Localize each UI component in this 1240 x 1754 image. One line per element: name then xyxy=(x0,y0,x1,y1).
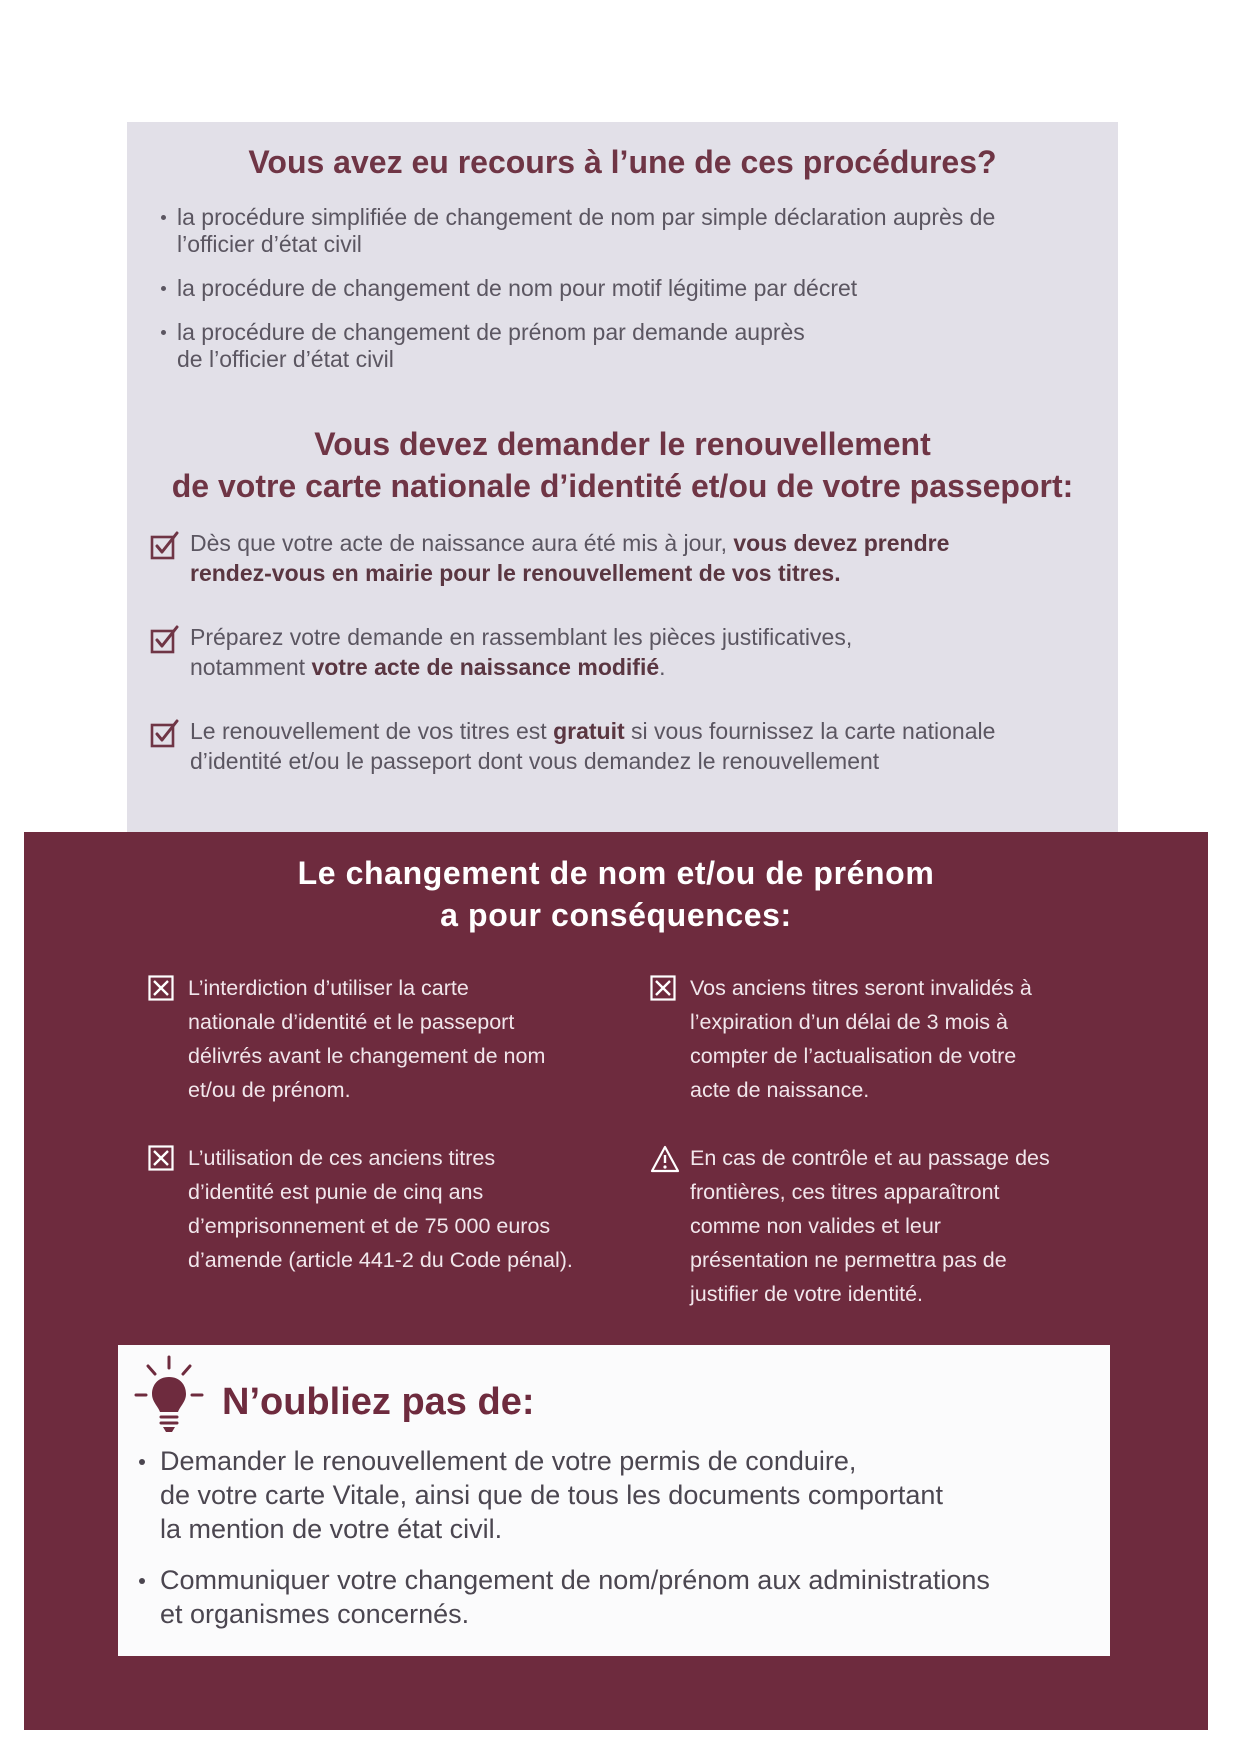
bullet-dot xyxy=(139,1459,145,1465)
procedure-item-text: la procédure de changement de nom pour motif légitime par décret xyxy=(177,275,858,301)
procedure-item xyxy=(177,204,1087,258)
consequence-item-text: L’utilisation de ces anciens titres d’identité est punie de cinq ans d’emprisonnement et de 75 000 euros d’amende (article 441-2 du Code pénal). xyxy=(188,1146,573,1272)
renewal-item-text-bold: gratuit xyxy=(553,718,625,744)
reminder-box xyxy=(118,1345,1110,1656)
reminder-item-text: Communiquer votre changement de nom/prénom aux administrations et organismes concernés. xyxy=(160,1565,990,1629)
lightbulb-icon xyxy=(133,1355,205,1435)
renewal-item-text-regular: si vous fournissez la carte nationale d’identité et/ou le passeport dont vous demandez le renouvellement xyxy=(190,718,996,774)
consequence-item xyxy=(650,1141,1190,1311)
consequences-heading: Le changement de nom et/ou de prénom a pour conséquences: xyxy=(297,855,935,933)
reminder-item xyxy=(160,1444,1095,1546)
consequence-item-text: En cas de contrôle et au passage des frontières, ces titres apparaîtront comme non valides et leur présentation ne permettra pas de justifier de votre identité. xyxy=(690,1146,1050,1306)
crossed-box-icon xyxy=(148,975,174,1001)
bullet-dot xyxy=(161,215,166,220)
consequence-item-text: Vos anciens titres seront invalidés à l’expiration d’un délai de 3 mois à compter de l’actualisation de votre acte de naissance. xyxy=(690,976,1032,1102)
renewal-item-text-regular: Le renouvellement de vos titres est xyxy=(190,718,554,744)
crossed-box-icon xyxy=(650,975,676,1001)
checked-box-icon xyxy=(150,624,180,654)
renewal-item-text-regular: . xyxy=(659,654,666,680)
procedure-item-text: la procédure de changement de prénom par demande auprès de l’officier d’état civil xyxy=(177,319,805,372)
renewal-item-text-regular: Préparez votre demande en rassemblant les pièces justificatives, notamment xyxy=(190,624,853,680)
consequence-item xyxy=(148,1141,618,1277)
bullet-dot xyxy=(139,1578,145,1584)
checked-box-icon xyxy=(150,718,180,748)
renewal-heading: Vous devez demander le renouvellement de votre carte nationale d’identité et/ou de votre passeport: xyxy=(171,426,1074,504)
checked-box-icon xyxy=(150,530,180,560)
renewal-item-text xyxy=(190,622,1095,682)
renewal-item xyxy=(150,528,1095,588)
procedures-heading: Vous avez eu recours à l’une de ces procédures? xyxy=(248,144,997,180)
bullet-dot xyxy=(161,286,166,291)
renewal-item xyxy=(150,716,1095,776)
renewal-item-text-regular: Dès que votre acte de naissance aura été mis à jour, xyxy=(190,530,734,556)
reminder-list xyxy=(160,1444,1095,1648)
renewal-item-text-bold: votre acte de naissance modifié xyxy=(311,654,660,680)
consequences-panel xyxy=(24,832,1208,1730)
procedures-panel xyxy=(127,122,1118,834)
procedure-item-text: la procédure simplifiée de changement de nom par simple déclaration auprès de l’officier d’état civil xyxy=(177,204,996,257)
bullet-dot xyxy=(161,330,166,335)
reminder-item xyxy=(160,1563,1095,1631)
renewal-item-text xyxy=(190,716,1095,776)
procedure-item xyxy=(177,319,1087,373)
warning-icon xyxy=(650,1145,680,1173)
consequence-item-text: L’interdiction d’utiliser la carte nationale d’identité et le passeport délivrés avant le changement de nom et/ou de prénom. xyxy=(188,976,546,1102)
consequence-item xyxy=(650,971,1190,1107)
renewal-item xyxy=(150,622,1095,682)
renewal-item-text xyxy=(190,528,1095,588)
reminder-item-text: Demander le renouvellement de votre permis de conduire, de votre carte Vitale, ainsi que de tous les documents comportant la mention de votre état civil. xyxy=(160,1446,943,1544)
crossed-box-icon xyxy=(148,1145,174,1171)
consequence-item xyxy=(148,971,618,1107)
procedures-list xyxy=(177,204,1087,390)
renewal-item-text-bold: vous devez prendre rendez-vous en mairie pour le renouvellement de vos titres. xyxy=(190,530,950,586)
procedure-item xyxy=(177,275,1087,302)
reminder-heading: N’oubliez pas de: xyxy=(222,1381,535,1423)
